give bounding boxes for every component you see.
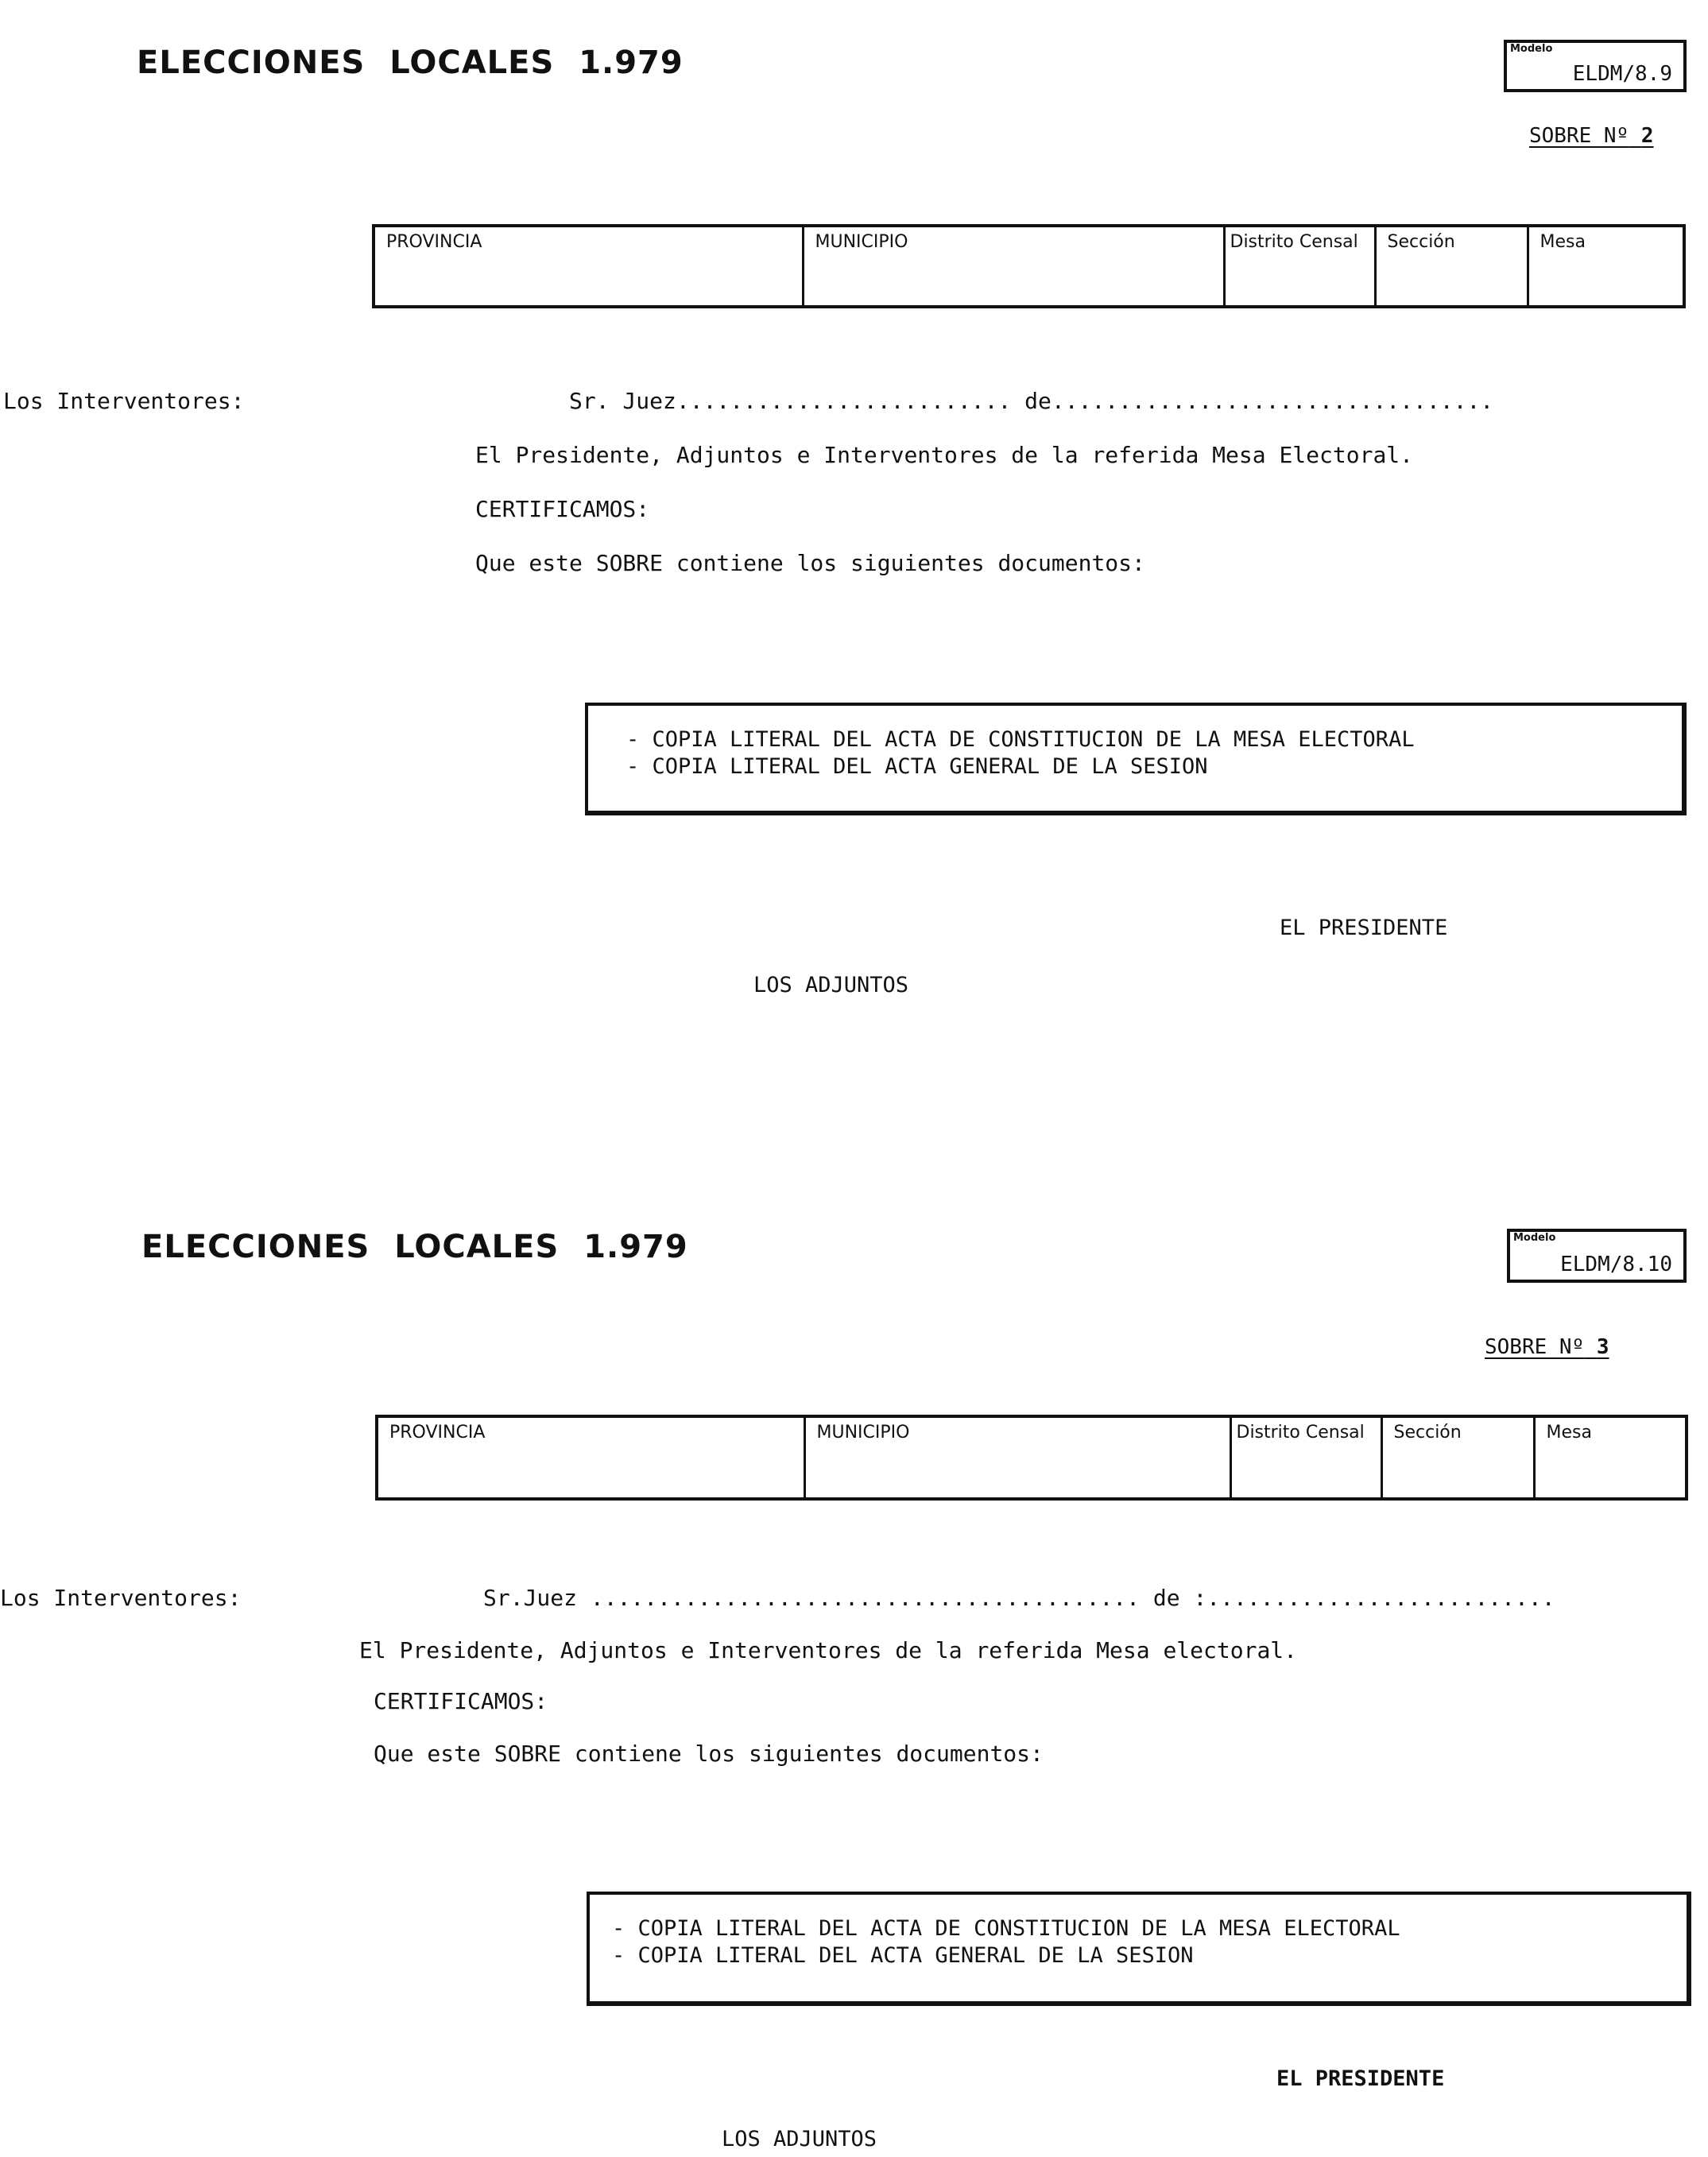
document-item: - COPIA LITERAL DEL ACTA DE CONSTITUCION DE LA MESA ELECTORAL [612, 1916, 1400, 1941]
seccion-label: Sección [1387, 232, 1455, 252]
sobre-number [1529, 124, 1654, 148]
modelo-code: ELDM/8.10 [1560, 1253, 1672, 1276]
municipio-field[interactable] [804, 1416, 1230, 1499]
interventores-label: Los Interventores: [0, 1585, 242, 1611]
sobre-value: 2 [1640, 124, 1654, 148]
los-adjuntos-signature: LOS ADJUNTOS [753, 973, 909, 997]
distrito-field[interactable] [1224, 226, 1375, 307]
modelo-code: ELDM/8.9 [1572, 62, 1672, 86]
que-statement: Que este SOBRE contiene los siguientes documentos: [374, 1741, 1044, 1767]
seccion-field[interactable] [1381, 1416, 1534, 1499]
certificamos-label: CERTIFICAMOS: [374, 1688, 548, 1714]
location-table [372, 224, 1686, 308]
distrito-label: Distrito Censal [1230, 232, 1358, 252]
provincia-field[interactable] [377, 1416, 804, 1499]
form-title: ELECCIONES LOCALES 1.979 [137, 45, 684, 81]
seccion-label: Sección [1393, 1423, 1462, 1443]
documents-box [587, 1892, 1691, 2006]
municipio-field[interactable] [803, 226, 1224, 307]
sobre-label: SOBRE Nº [1529, 124, 1629, 148]
el-presidente-signature: EL PRESIDENTE [1280, 916, 1448, 940]
mesa-label: Mesa [1546, 1423, 1592, 1443]
que-statement: Que este SOBRE contiene los siguientes documentos: [475, 550, 1145, 576]
form-title: ELECCIONES LOCALES 1.979 [141, 1229, 688, 1265]
provincia-label: PROVINCIA [386, 232, 482, 252]
presidente-statement: El Presidente, Adjuntos e Interventores de la referida Mesa electoral. [359, 1637, 1298, 1663]
el-presidente-signature: EL PRESIDENTE [1276, 2066, 1445, 2091]
modelo-box [1507, 1229, 1687, 1283]
seccion-field[interactable] [1375, 226, 1528, 307]
document-item: - COPIA LITERAL DEL ACTA GENERAL DE LA SESION [612, 1943, 1194, 1968]
document-item: - COPIA LITERAL DEL ACTA GENERAL DE LA SESION [626, 754, 1208, 779]
distrito-field[interactable] [1230, 1416, 1381, 1499]
presidente-statement: El Presidente, Adjuntos e Interventores de la referida Mesa Electoral. [475, 442, 1414, 468]
modelo-box [1504, 40, 1687, 92]
distrito-label: Distrito Censal [1236, 1423, 1365, 1443]
municipio-label: MUNICIPIO [816, 1423, 910, 1443]
modelo-label: Modelo [1510, 43, 1553, 55]
modelo-label: Modelo [1513, 1232, 1556, 1244]
los-adjuntos-signature: LOS ADJUNTOS [722, 2127, 877, 2151]
document-item: - COPIA LITERAL DEL ACTA DE CONSTITUCION DE LA MESA ELECTORAL [626, 727, 1415, 752]
provincia-field[interactable] [374, 226, 803, 307]
documents-box [585, 703, 1687, 815]
juez-line: Sr.Juez ......................................... de :.......................... [483, 1585, 1555, 1611]
mesa-field[interactable] [1528, 226, 1684, 307]
location-table [375, 1415, 1688, 1501]
sobre-number [1485, 1335, 1609, 1359]
mesa-field[interactable] [1534, 1416, 1687, 1499]
mesa-label: Mesa [1540, 232, 1586, 252]
interventores-label: Los Interventores: [3, 388, 245, 414]
certificamos-label: CERTIFICAMOS: [475, 496, 650, 522]
juez-line: Sr. Juez......................... de................................. [569, 388, 1494, 414]
municipio-label: MUNICIPIO [815, 232, 908, 252]
provincia-label: PROVINCIA [389, 1423, 486, 1443]
sobre-value: 3 [1596, 1335, 1609, 1359]
sobre-label: SOBRE Nº [1485, 1335, 1585, 1359]
